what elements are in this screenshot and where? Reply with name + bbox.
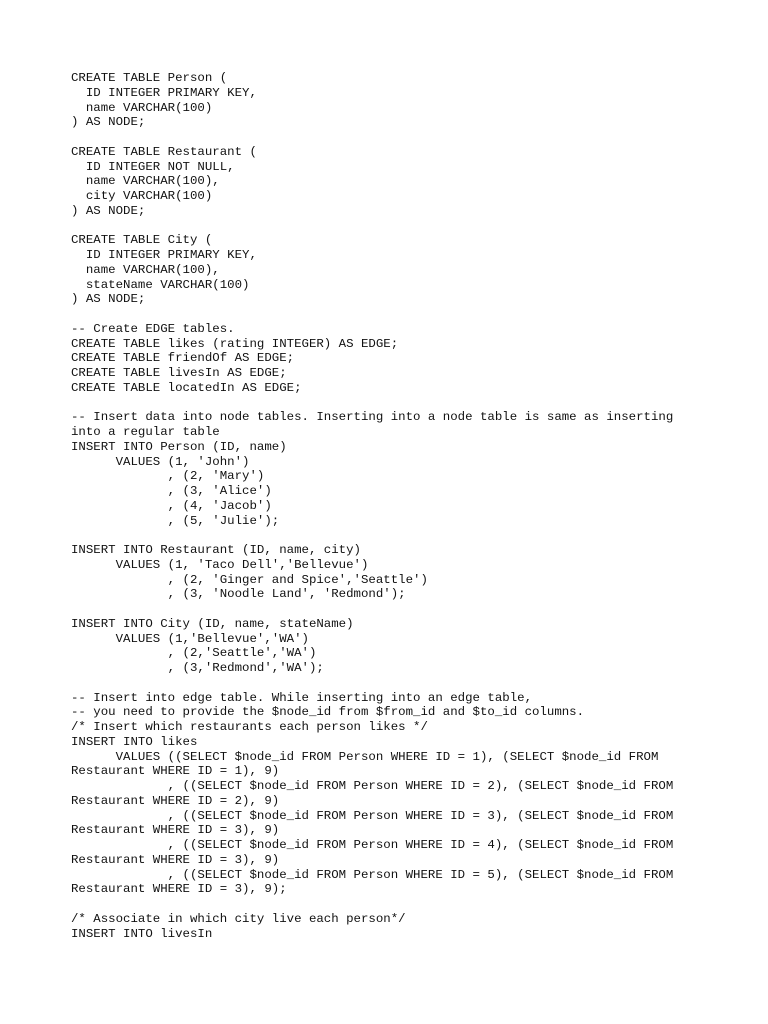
code-line: INSERT INTO City (ID, name, stateName) <box>71 616 354 631</box>
code-line: -- Insert into edge table. While inserting into an edge table, <box>71 690 533 705</box>
code-line: ID INTEGER PRIMARY KEY, <box>71 85 257 100</box>
code-line: ID INTEGER NOT NULL, <box>71 159 235 174</box>
code-line: Restaurant WHERE ID = 3), 9); <box>71 882 287 897</box>
code-line: VALUES (1, 'John') <box>71 454 250 469</box>
blank-line <box>71 130 711 145</box>
code-line: CREATE TABLE locatedIn AS EDGE; <box>71 380 302 395</box>
code-line: city VARCHAR(100) <box>71 189 213 203</box>
code-line: /* Associate in which city live each person*/ <box>71 911 406 926</box>
code-line: , (4, 'Jacob') <box>71 498 272 513</box>
blank-line <box>71 602 711 617</box>
code-line: , (5, 'Julie'); <box>71 513 280 528</box>
code-line: , (2, 'Ginger and Spice','Seattle') <box>71 572 428 587</box>
code-line: , (3,'Redmond','WA'); <box>71 661 324 675</box>
code-line: into a regular table <box>71 425 220 439</box>
code-line: -- Insert data into node tables. Inserting into a node table is same as inserting <box>71 410 674 425</box>
code-line: ) AS NODE; <box>71 115 146 130</box>
code-line: CREATE TABLE friendOf AS EDGE; <box>71 351 295 366</box>
blank-line <box>71 219 711 234</box>
code-line: -- Create EDGE tables. <box>71 321 235 336</box>
blank-line <box>71 528 711 543</box>
code-line: VALUES (1, 'Taco Dell','Bellevue') <box>71 557 369 572</box>
code-line: Restaurant WHERE ID = 3), 9) <box>71 823 280 838</box>
code-line: /* Insert which restaurants each person likes */ <box>71 720 428 734</box>
code-line: , ((SELECT $node_id FROM Person WHERE ID = 2), (SELECT $node_id FROM <box>71 779 674 793</box>
code-line: , (3, 'Noodle Land', 'Redmond'); <box>71 587 406 602</box>
code-line: INSERT INTO likes <box>71 734 198 749</box>
code-line: stateName VARCHAR(100) <box>71 277 250 292</box>
code-line: INSERT INTO Person (ID, name) <box>71 439 287 454</box>
code-line: VALUES ((SELECT $node_id FROM Person WHERE ID = 1), (SELECT $node_id FROM <box>71 749 659 764</box>
blank-line <box>71 396 711 411</box>
code-line: Restaurant WHERE ID = 1), 9) <box>71 764 280 779</box>
blank-line <box>71 676 711 691</box>
code-line: , (2,'Seattle','WA') <box>71 646 317 661</box>
code-line: , ((SELECT $node_id FROM Person WHERE ID = 5), (SELECT $node_id FROM <box>71 867 674 882</box>
code-line: , (2, 'Mary') <box>71 469 265 484</box>
code-line: , (3, 'Alice') <box>71 484 272 498</box>
code-line: name VARCHAR(100), <box>71 262 220 277</box>
document-page <box>71 71 711 941</box>
code-line: ) AS NODE; <box>71 292 146 307</box>
blank-line <box>71 897 711 912</box>
code-line: ) AS NODE; <box>71 203 146 218</box>
code-line: CREATE TABLE livesIn AS EDGE; <box>71 366 287 380</box>
code-line: INSERT INTO Restaurant (ID, name, city) <box>71 543 361 557</box>
code-line: name VARCHAR(100), <box>71 174 220 189</box>
code-line: CREATE TABLE Person ( <box>71 71 228 85</box>
blank-line <box>71 307 711 322</box>
code-line: name VARCHAR(100) <box>71 100 213 115</box>
code-line: , ((SELECT $node_id FROM Person WHERE ID = 4), (SELECT $node_id FROM <box>71 838 674 852</box>
code-line: VALUES (1,'Bellevue','WA') <box>71 631 309 646</box>
sql-code-block <box>71 71 711 941</box>
code-line: CREATE TABLE Restaurant ( <box>71 144 257 159</box>
code-line: Restaurant WHERE ID = 3), 9) <box>71 852 280 867</box>
code-line: CREATE TABLE likes (rating INTEGER) AS EDGE; <box>71 336 399 351</box>
code-line: ID INTEGER PRIMARY KEY, <box>71 248 257 262</box>
code-line: Restaurant WHERE ID = 2), 9) <box>71 793 280 808</box>
code-line: CREATE TABLE City ( <box>71 233 213 248</box>
code-line: INSERT INTO livesIn <box>71 926 213 941</box>
code-line: -- you need to provide the $node_id from $from_id and $to_id columns. <box>71 705 585 720</box>
code-line: , ((SELECT $node_id FROM Person WHERE ID = 3), (SELECT $node_id FROM <box>71 808 674 823</box>
